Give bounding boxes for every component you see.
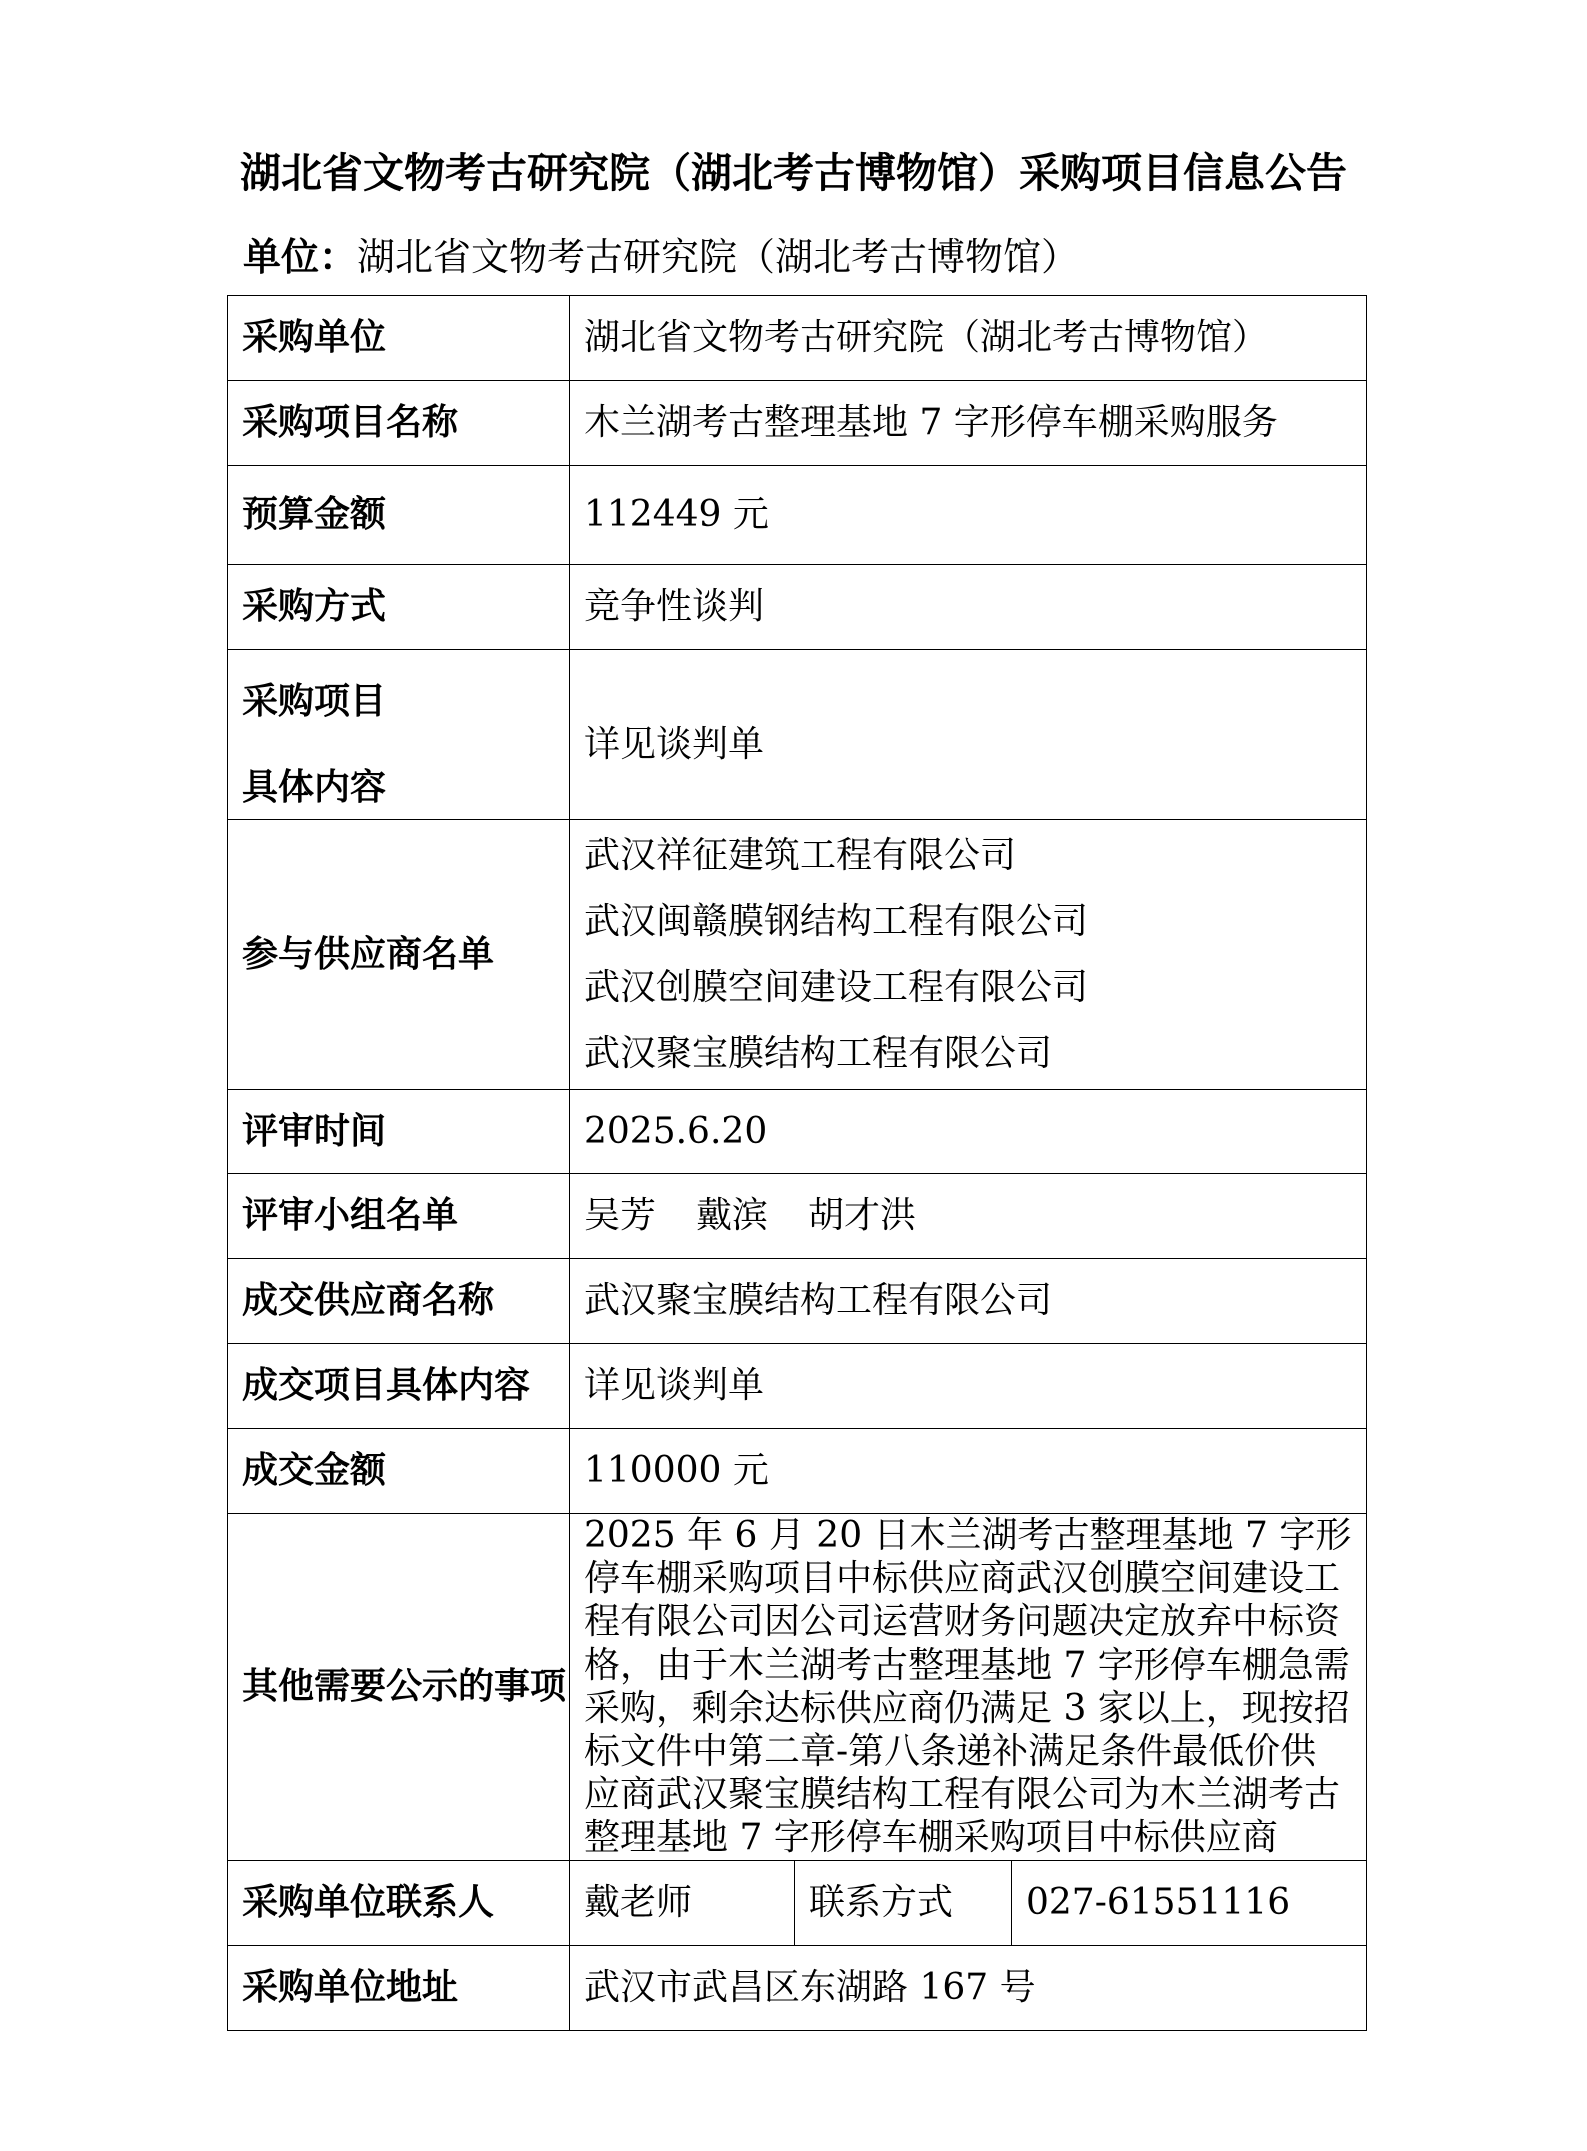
row-method (228, 565, 1367, 650)
unit-line (243, 226, 1079, 281)
row-purchaser (228, 296, 1367, 381)
review-panel-label: 评审小组名单 (228, 1174, 570, 1259)
winner-content-label: 成交项目具体内容 (228, 1344, 570, 1429)
suppliers-label: 参与供应商名单 (228, 820, 570, 1090)
supplier-item: 武汉创膜空间建设工程有限公司 (584, 966, 1089, 1008)
row-review-panel (228, 1174, 1367, 1259)
content-value: 详见谈判单 (570, 650, 1367, 820)
review-time-value: 2025.6.20 (570, 1090, 1367, 1174)
supplier-item: 武汉聚宝膜结构工程有限公司 (584, 1032, 1053, 1074)
amount-label: 成交金额 (228, 1429, 570, 1514)
notes-label: 其他需要公示的事项 (228, 1514, 570, 1861)
review-panel-members (570, 1174, 1367, 1259)
content-label-line1: 采购项目 (242, 679, 387, 722)
panel-member: 戴滨 (696, 1195, 769, 1237)
info-table (227, 295, 1367, 2031)
winner-value: 武汉聚宝膜结构工程有限公司 (570, 1259, 1367, 1344)
contact-phone: 027-61551116 (1012, 1860, 1367, 1945)
contact-method-label: 联系方式 (795, 1860, 1012, 1945)
supplier-item: 武汉祥征建筑工程有限公司 (584, 834, 1017, 876)
panel-member: 胡才洪 (808, 1195, 917, 1237)
content-label-line2: 具体内容 (242, 765, 387, 808)
row-review-time (228, 1090, 1367, 1174)
method-label: 采购方式 (228, 565, 570, 650)
supplier-item: 武汉闽赣膜钢结构工程有限公司 (584, 900, 1089, 942)
budget-value: 112449 元 (570, 466, 1367, 565)
row-notes (228, 1514, 1367, 1861)
contact-value: 戴老师 (570, 1860, 795, 1945)
row-suppliers (228, 820, 1367, 1090)
notes-value: 2025 年 6 月 20 日木兰湖考古整理基地 7 字形停车棚采购项目中标供应商武汉创膜空间建设工程有限公司因公司运营财务问题决定放弃中标资格，由于木兰湖考古整理基地 7 字形停车棚急需采购，剩余达标供应商仍满足 3 家以上，现按招标文件中第二章-第八条递补满足条件最低价供应商武汉聚宝膜结构工程有限公司为木兰湖考古整理基地 7 字形停车棚采购项目中标供应商 (570, 1514, 1367, 1861)
address-label: 采购单位地址 (228, 1945, 570, 2030)
unit-label: 单位： (243, 234, 358, 279)
row-contact (228, 1860, 1367, 1945)
winner-content-value: 详见谈判单 (570, 1344, 1367, 1429)
winner-label: 成交供应商名称 (228, 1259, 570, 1344)
document-title: 湖北省文物考古研究院（湖北考古博物馆）采购项目信息公告 (240, 149, 1347, 197)
amount-value: 110000 元 (570, 1429, 1367, 1514)
address-value: 武汉市武昌区东湖路 167 号 (570, 1945, 1367, 2030)
row-address (228, 1945, 1367, 2030)
purchaser-label: 采购单位 (228, 296, 570, 381)
purchaser-value: 湖北省文物考古研究院（湖北考古博物馆） (570, 296, 1367, 381)
row-winner (228, 1259, 1367, 1344)
panel-member: 吴芳 (584, 1195, 657, 1237)
unit-value: 湖北省文物考古研究院（湖北考古博物馆） (357, 235, 1080, 279)
content-label (228, 650, 570, 820)
row-project-name (228, 381, 1367, 466)
suppliers-list (570, 820, 1367, 1090)
row-content (228, 650, 1367, 820)
review-time-label: 评审时间 (228, 1090, 570, 1174)
method-value: 竞争性谈判 (570, 565, 1367, 650)
row-winner-content (228, 1344, 1367, 1429)
row-amount (228, 1429, 1367, 1514)
contact-label: 采购单位联系人 (228, 1860, 570, 1945)
project-name-label: 采购项目名称 (228, 381, 570, 466)
project-name-value: 木兰湖考古整理基地 7 字形停车棚采购服务 (570, 381, 1367, 466)
budget-label: 预算金额 (228, 466, 570, 565)
row-budget (228, 466, 1367, 565)
